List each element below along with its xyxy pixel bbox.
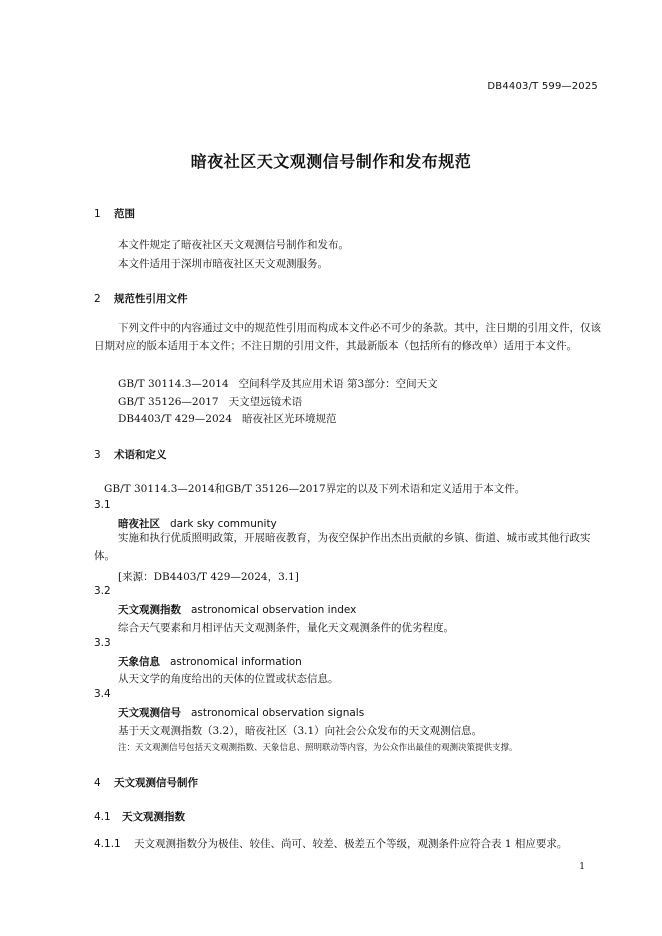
- reference-code: DB4403/T 429—2024: [118, 413, 232, 425]
- page-number: 1: [579, 862, 585, 872]
- term-chinese: 天文观测信号: [118, 707, 181, 719]
- term-number: 3.2: [94, 585, 111, 597]
- page-title: 暗夜社区天文观测信号制作和发布规范: [190, 152, 472, 171]
- term-source: [来源：DB4403/T 429—2024，3.1]: [118, 571, 299, 583]
- normative-references-intro: 下列文件中的内容通过文中的规范性引用而构成本文件必不可少的条款。其中，注日期的引用文件，仅该日期对应的版本适用于本文件；不注日期的引用文件，其最新版本（包括所有的修改单）适用于本文件。: [94, 322, 601, 352]
- subsection-number: 4.1: [94, 811, 111, 823]
- reference-code: GB/T 30114.3—2014: [118, 378, 229, 390]
- term-heading: [118, 705, 364, 720]
- section-title: 范围: [114, 208, 135, 220]
- clause-text: 天文观测指数分为极佳、较佳、尚可、较差、极差五个等级，观测条件应符合表 1 相应要求。: [134, 838, 568, 850]
- section-number: 3: [94, 449, 101, 461]
- term-definition: 从天文学的角度给出的天体的位置或状态信息。: [118, 673, 339, 685]
- term-english: dark sky community: [170, 518, 277, 530]
- reference-item: [118, 394, 302, 409]
- reference-title: 暗夜社区光环境规范: [242, 413, 337, 425]
- subsection-title: 天文观测指数: [122, 811, 185, 823]
- section-number: 1: [94, 208, 101, 220]
- section-4-heading: [94, 775, 198, 790]
- term-heading: [118, 654, 302, 669]
- reference-title: 空间科学及其应用术语 第3部分：空间天文: [238, 378, 438, 390]
- reference-item: [118, 376, 438, 391]
- reference-code: GB/T 35126—2017: [118, 396, 219, 408]
- term-definition: 综合天气要素和月相评估天文观测条件，量化天文观测条件的优劣程度。: [118, 622, 454, 634]
- term-chinese: 天文观测指数: [118, 604, 181, 616]
- term-note: 注：天文观测信号包括天文观测指数、天象信息、照明联动等内容，为公众作出最佳的观测决策提供支撑。: [118, 743, 518, 753]
- term-english: astronomical information: [170, 656, 302, 668]
- terms-intro: GB/T 30114.3—2014和GB/T 35126—2017界定的以及下列术语和定义适用于本文件。: [104, 483, 526, 495]
- section-2-heading: [94, 291, 188, 306]
- term-chinese: 天象信息: [118, 656, 160, 668]
- paragraph: 本文件适用于深圳市暗夜社区天文观测服务。: [118, 258, 328, 270]
- term-chinese: 暗夜社区: [118, 518, 160, 530]
- section-number: 2: [94, 293, 101, 305]
- subsection-heading: [94, 809, 185, 824]
- section-title: 天文观测信号制作: [114, 777, 198, 789]
- term-number: 3.1: [94, 499, 111, 511]
- term-definition: 基于天文观测指数（3.2），暗夜社区（3.1）向社会公众发布的天文观测信息。: [118, 725, 483, 737]
- term-english: astronomical observation index: [191, 604, 357, 616]
- paragraph: 本文件规定了暗夜社区天文观测信号制作和发布。: [118, 239, 349, 251]
- section-1-heading: [94, 206, 135, 221]
- section-3-heading: [94, 447, 167, 462]
- section-number: 4: [94, 777, 101, 789]
- clause-number: 4.1.1: [94, 838, 121, 850]
- term-english: astronomical observation signals: [191, 707, 365, 719]
- section-title: 规范性引用文件: [114, 293, 188, 305]
- reference-title: 天文望远镜术语: [228, 396, 303, 408]
- reference-item: [118, 411, 337, 426]
- clause: [94, 836, 567, 851]
- term-definition: 实施和执行优质照明政策，开展暗夜教育，为夜空保护作出杰出贡献的乡镇、街道、城市或其他行政实体。: [94, 532, 591, 562]
- document-number: DB4403/T 599—2025: [487, 81, 598, 92]
- term-number: 3.3: [94, 637, 111, 649]
- section-title: 术语和定义: [114, 449, 167, 461]
- term-heading: [118, 602, 356, 617]
- term-heading: [118, 516, 277, 531]
- term-number: 3.4: [94, 688, 111, 700]
